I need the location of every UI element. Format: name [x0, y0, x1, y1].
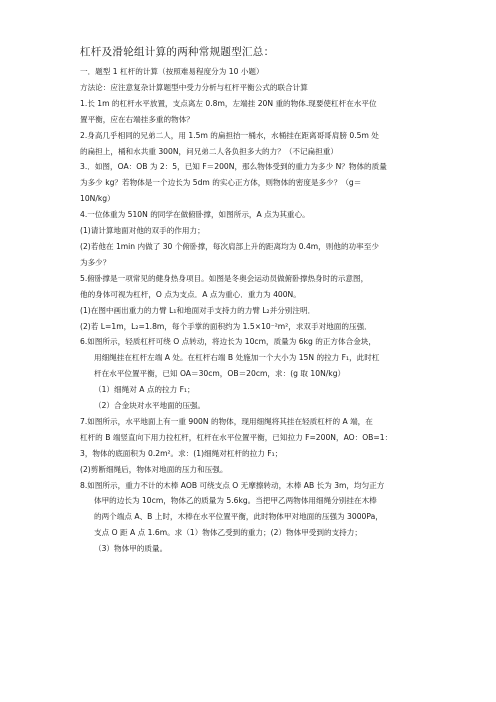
- question-line: (2)若 L=1m，L₂=1.8m，每个手掌的面积约为 1.5×10⁻²m²，求双手对地面的压强．: [80, 321, 372, 331]
- question-line: 置平衡，应在右端挂多重的物体？: [80, 114, 194, 124]
- document-body: [80, 64, 420, 557]
- question-line: (1)在图中画出重力的力臂 L₁和地面对手支持力的力臂 L₂并分别注明．: [80, 305, 316, 315]
- question-line: 的扁担上，桶和水共重 300N，问兄弟二人各负担多大的力？（不记扁担重）: [80, 146, 338, 156]
- question-line: 8.如图所示，重力不计的木棒 AOB 可绕支点 O 无摩擦转动，木棒 AB 长为 3m，均匀正方: [80, 480, 385, 490]
- document-title: 杠杆及滑轮组计算的两种常规题型汇总：: [80, 46, 275, 58]
- question-line: 为多少 kg？若物体是一个边长为 5dm 的实心正方体，则物体的密度是多少？（g＝: [80, 178, 362, 188]
- question-line: (2)剪断细绳后，物体对地面的压力和压强。: [80, 464, 228, 474]
- method-note: 方法论：应注意复杂计算题型中受力分析与杠杆平衡公式的联合计算: [80, 82, 308, 92]
- section-heading: 一．题型 1 杠杆的计算（按照难易程度分为 10 小题）: [80, 67, 264, 76]
- question-line: 7.如图所示，水平地面上有一重 900N 的物体，现用细绳将其挂在轻质杠杆的 A 端，在: [80, 416, 373, 426]
- question-line: 用细绳挂在杠杆左端 A 处。在杠杆右端 B 处施加一个大小为 15N 的拉力 F₁，此时杠: [94, 353, 380, 363]
- question-line: 3，物体的底面积为 0.2m²。求：(1)细绳对杠杆的拉力 F₁；: [80, 448, 283, 458]
- question-line: （2）合金块对水平地面的压强。: [94, 401, 206, 411]
- question-line: 2.身高几乎相同的兄弟二人，用 1.5m 的扁担抬一桶水，水桶挂在距离哥哥肩膀 0.5m 处: [80, 130, 379, 140]
- question-line: 6.如图所示，轻质杠杆可绕 O 点转动，将边长为 10cm，质量为 6kg 的正方体合金块，: [80, 337, 376, 347]
- question-line: （1）细绳对 A 点的拉力 F₁；: [94, 385, 195, 395]
- question-line: 杆在水平位置平衡，已知 OA＝30cm，OB＝20cm，求：(g 取 10N/kg）: [94, 369, 346, 379]
- question-line: 4.一位体重为 510N 的同学在做俯卧撑，如图所示，A 点为其重心。: [80, 210, 310, 220]
- question-line: 1.长 1m 的杠杆水平放置，支点离左 0.8m，左端挂 20N 重的物体.现要使杠杆在水平位: [80, 98, 377, 108]
- question-line: 3.．如图，OA：OB 为 2：5，已知 F＝200N，那么物体受到的重力为多少 N？物体的质量: [80, 162, 387, 172]
- question-line: 为多少？: [80, 257, 111, 267]
- question-line: 支点 O 距 A 点 1.6m。求（1）物体乙受到的重力；(2）物体甲受到的支持力；: [94, 528, 362, 538]
- question-line: (1)请计算地面对他的双手的作用力；: [80, 226, 205, 236]
- question-line: 的两个端点 A、B 上时，木棒在水平位置平衡，此时物体甲对地面的压强为 3000Pa，: [94, 512, 383, 522]
- question-line: (2)若他在 1min 内做了 30 个俯卧撑，每次肩部上升的距离均为 0.4m，则他的功率至少: [80, 241, 379, 251]
- question-line: 他的身体可视为杠杆，O 点为支点．A 点为重心．重力为 400N。: [80, 289, 301, 299]
- question-line: 杠杆的 B 端竖直向下用力拉杠杆，杠杆在水平位置平衡，已知拉力 F=200N，AO：OB=1：: [80, 432, 393, 442]
- question-line: （3）物体甲的质量。: [94, 544, 168, 554]
- question-line: 5.俯卧撑是一项常见的健身热身项目。如图是冬奥会运动员做俯卧撑热身时的示意图，: [80, 273, 369, 283]
- question-line: 体甲的边长为 10cm，物体乙的质量为 5.6kg。当把甲乙两物体用细绳分别挂在木棒: [94, 496, 377, 506]
- question-line: 10N/kg）: [80, 194, 115, 204]
